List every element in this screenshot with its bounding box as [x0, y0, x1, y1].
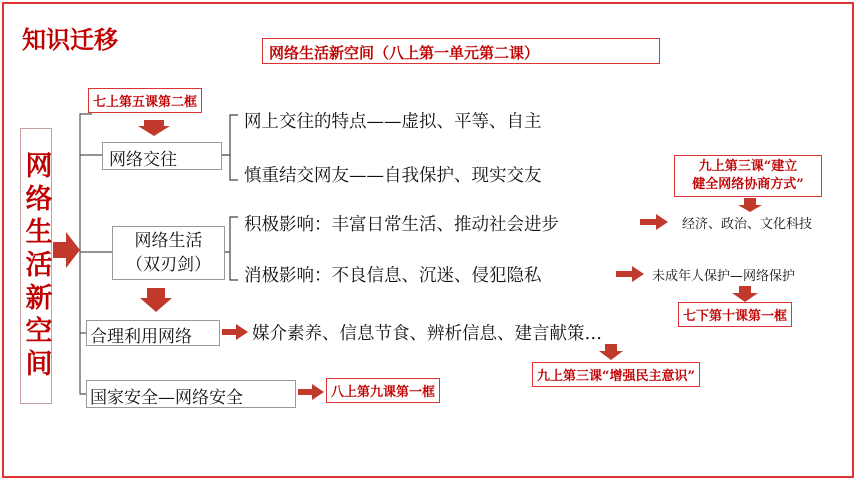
- b2-item-negative: 消极影响：不良信息、沉迷、侵犯隐私: [244, 266, 542, 286]
- b1-item-2: 慎重结交网友——自我保护、现实交友: [244, 166, 542, 186]
- root-node: 网络生活新空间: [20, 128, 52, 404]
- b1-down-arrow: [138, 120, 170, 136]
- b4-node: 国家安全—网络安全: [86, 380, 296, 408]
- b2-item-positive: 积极影响：丰富日常生活、推动社会进步: [244, 215, 559, 235]
- b2-positive-note: 经济、政治、文化科技: [682, 217, 813, 232]
- b3-tag-arrow: [599, 344, 623, 360]
- b1-bracket: [222, 115, 238, 180]
- positive-arrow: [640, 214, 668, 230]
- b1-tag: 七上第五课第二框: [88, 88, 202, 113]
- b3-tag: 九上第三课“增强民主意识”: [532, 362, 700, 387]
- b2-tag-top-line1: 九上第三课“建立: [698, 159, 798, 174]
- b2-tag-top-line2: 健全网络协商方式”: [692, 177, 804, 192]
- b2-tag-top: [674, 155, 822, 197]
- negative-arrow: [616, 266, 644, 282]
- b1-node: 网络交往: [102, 142, 222, 170]
- b2-tag-top-arrow: [738, 198, 762, 212]
- b3-item: 媒介素养、信息节食、辨析信息、建言献策…: [252, 324, 602, 344]
- root-arrow: [53, 232, 80, 268]
- b1-item-1: 网上交往的特点——虚拟、平等、自主: [244, 112, 542, 132]
- b4-tag: 八上第九课第一框: [326, 378, 440, 403]
- b2-node: [112, 226, 225, 280]
- b2-node-line2: （双刃剑）: [126, 255, 211, 275]
- b2-tag-bottom: 七下第十课第一框: [678, 302, 792, 327]
- section-heading: 知识迁移: [22, 26, 118, 54]
- b3-arrow: [222, 324, 248, 340]
- page-title: 网络生活新空间（八上第一单元第二课）: [262, 38, 660, 64]
- b2-down-arrow: [140, 288, 172, 312]
- b2-node-line1: 网络生活: [134, 231, 203, 251]
- b2-bracket: [225, 217, 238, 280]
- b2-negative-note: 未成年人保护—网络保护: [652, 269, 796, 284]
- b3-node: 合理利用网络: [86, 320, 220, 346]
- b4-arrow: [298, 384, 324, 400]
- b2-tag-bottom-arrow: [732, 286, 758, 302]
